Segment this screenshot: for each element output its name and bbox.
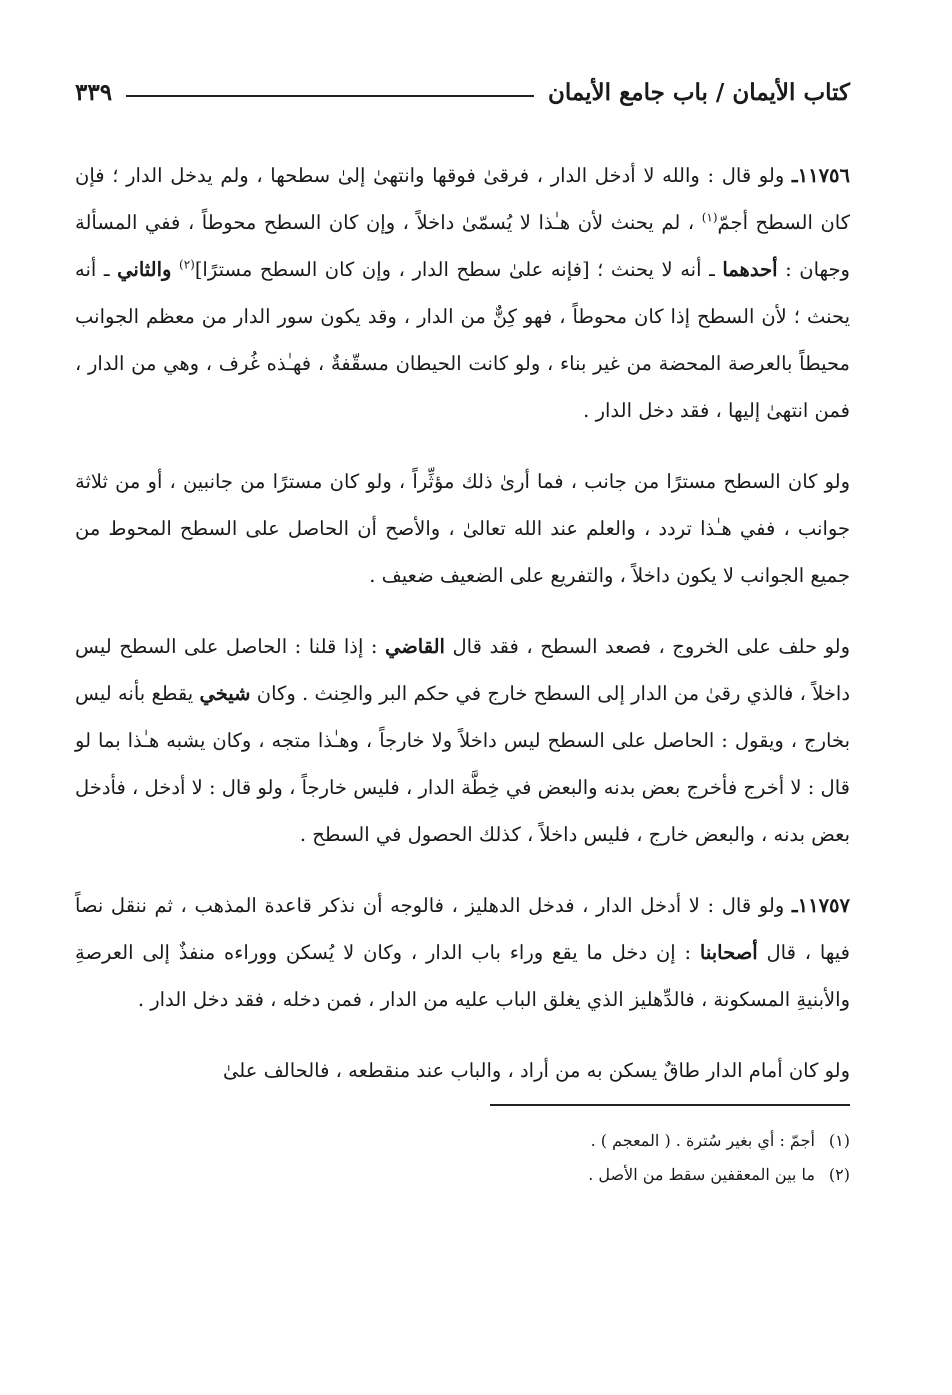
issue-number: ١١٧٥٦ـ	[791, 164, 850, 187]
footnote-text: أجمّ : أي بغير سُترة . ( المعجم ) .	[590, 1131, 815, 1150]
footnote-2	[75, 1158, 850, 1192]
paragraph-11757	[75, 882, 850, 1023]
running-header	[75, 72, 850, 112]
paragraph-oath-exit	[75, 623, 850, 858]
header-rule	[126, 95, 534, 97]
bold-term: والثاني	[117, 258, 172, 281]
header-title: كتاب الأيمان / باب جامع الأيمان	[547, 78, 850, 106]
paragraph-roof-partial: ولو كان السطح مسترًا من جانب ، فما أرىٰ ذلك مؤثِّراً ، ولو كان مسترًا من جانبين ، أو من ثلاثة جوانب ، ففي هـٰذا تردد ، والعلم عند الله تعالىٰ ، والأصح أن الحاصل على السطح المحوط من جميع الجوانب لا يكون داخلاً ، والتفريع على الضعيف ضعيف .	[75, 470, 850, 587]
page-number: ٣٣٩	[75, 78, 113, 106]
paragraph-text: ولو قال : والله لا أدخل الدار ، فرقىٰ فوقها وانتهىٰ إلىٰ سطحها ، ولم يدخل الدار ؛ فإن كان السطح أجمّ	[75, 164, 850, 234]
footnotes	[75, 1124, 850, 1192]
bold-term: أحدهما	[722, 258, 778, 281]
book-page	[75, 72, 850, 1372]
paragraph-text: ، لم يحنث لأن هـٰذا لا يُسمّىٰ داخلاً ، وإن كان السطح محوطاً ، ففي المسألة وجهان :	[75, 211, 850, 281]
paragraph-text: يقطع بأنه ليس بخارج ، ويقول : الحاصل على السطح ليس داخلاً ولا خارجاً ، وهـٰذا متجه ، وكان يشبه هـٰذا بما لو قال : لا أخرج فأخرج بعض بدنه والبعض في خِطَّة الدار ، فليس خارجاً ، ولو قال : لا أدخل ، فأدخل بعض بدنه ، والبعض خارج ، فليس داخلاً ، كذلك الحصول في السطح .	[75, 682, 850, 846]
paragraph-11756	[75, 152, 850, 434]
paragraph-text: ولو قال : لا أدخل الدار ، فدخل الدهليز ، فالوجه أن نذكر قاعدة المذهب ، ثم ننقل نصاً فيها ، قال	[75, 894, 850, 964]
paragraph-text	[171, 258, 179, 281]
footnote-number: (١)	[828, 1131, 850, 1150]
bold-term: شيخي	[199, 682, 251, 705]
footnote-ref-2[interactable]: (٢)	[179, 257, 195, 272]
paragraph-text: ـ أنه يحنث ؛ لأن السطح إذا كان محوطاً ، فهو كِنٌّ من الدار ، وقد يكون سور الدار من معظم الجوانب محيطاً بالعرصة المحضة من غير بناء ، ولو كانت الحيطان مسقّفةٌ ، فهـٰذه غُرف ، وهي من الدار ، فمن انتهىٰ إليها ، فقد دخل الدار .	[75, 258, 850, 422]
footnote-number: (٢)	[828, 1165, 850, 1184]
footnote-text: ما بين المعقفين سقط من الأصل .	[588, 1165, 815, 1184]
issue-number: ١١٧٥٧ـ	[791, 894, 850, 917]
bold-term: القاضي	[385, 635, 445, 658]
bold-term: أصحابنا	[699, 941, 758, 964]
paragraph-text: : إن دخل ما يقع وراء باب الدار ، وكان لا يُسكن ووراءه منفذٌ إلى العرصةِ والأبنيةِ المسكونة ، فالدِّهليز الذي يغلق الباب عليه من الدار ، فمن دخله ، فقد دخل الدار .	[75, 941, 850, 1011]
footnote-rule	[490, 1104, 850, 1106]
paragraph-text: ولو حلف على الخروج ، فصعد السطح ، فقد قال	[444, 635, 850, 658]
footnote-1	[75, 1124, 850, 1158]
paragraph-arch: ولو كان أمام الدار طاقٌ يسكن به من أراد ، والباب عند منقطعه ، فالحالف علىٰ	[223, 1059, 850, 1082]
paragraph-text: ـ أنه لا يحنث ؛ [فإنه علىٰ سطح الدار ، وإن كان السطح مسترًا]	[194, 258, 723, 281]
footnote-ref-1[interactable]: (١)	[701, 210, 718, 225]
main-text	[75, 152, 850, 1192]
paragraph-text: : إذا قلنا : الحاصل على السطح ليس داخلاً ، فالذي رقىٰ من الدار إلى السطح خارج في حكم البر والحِنث . وكان	[75, 635, 851, 705]
